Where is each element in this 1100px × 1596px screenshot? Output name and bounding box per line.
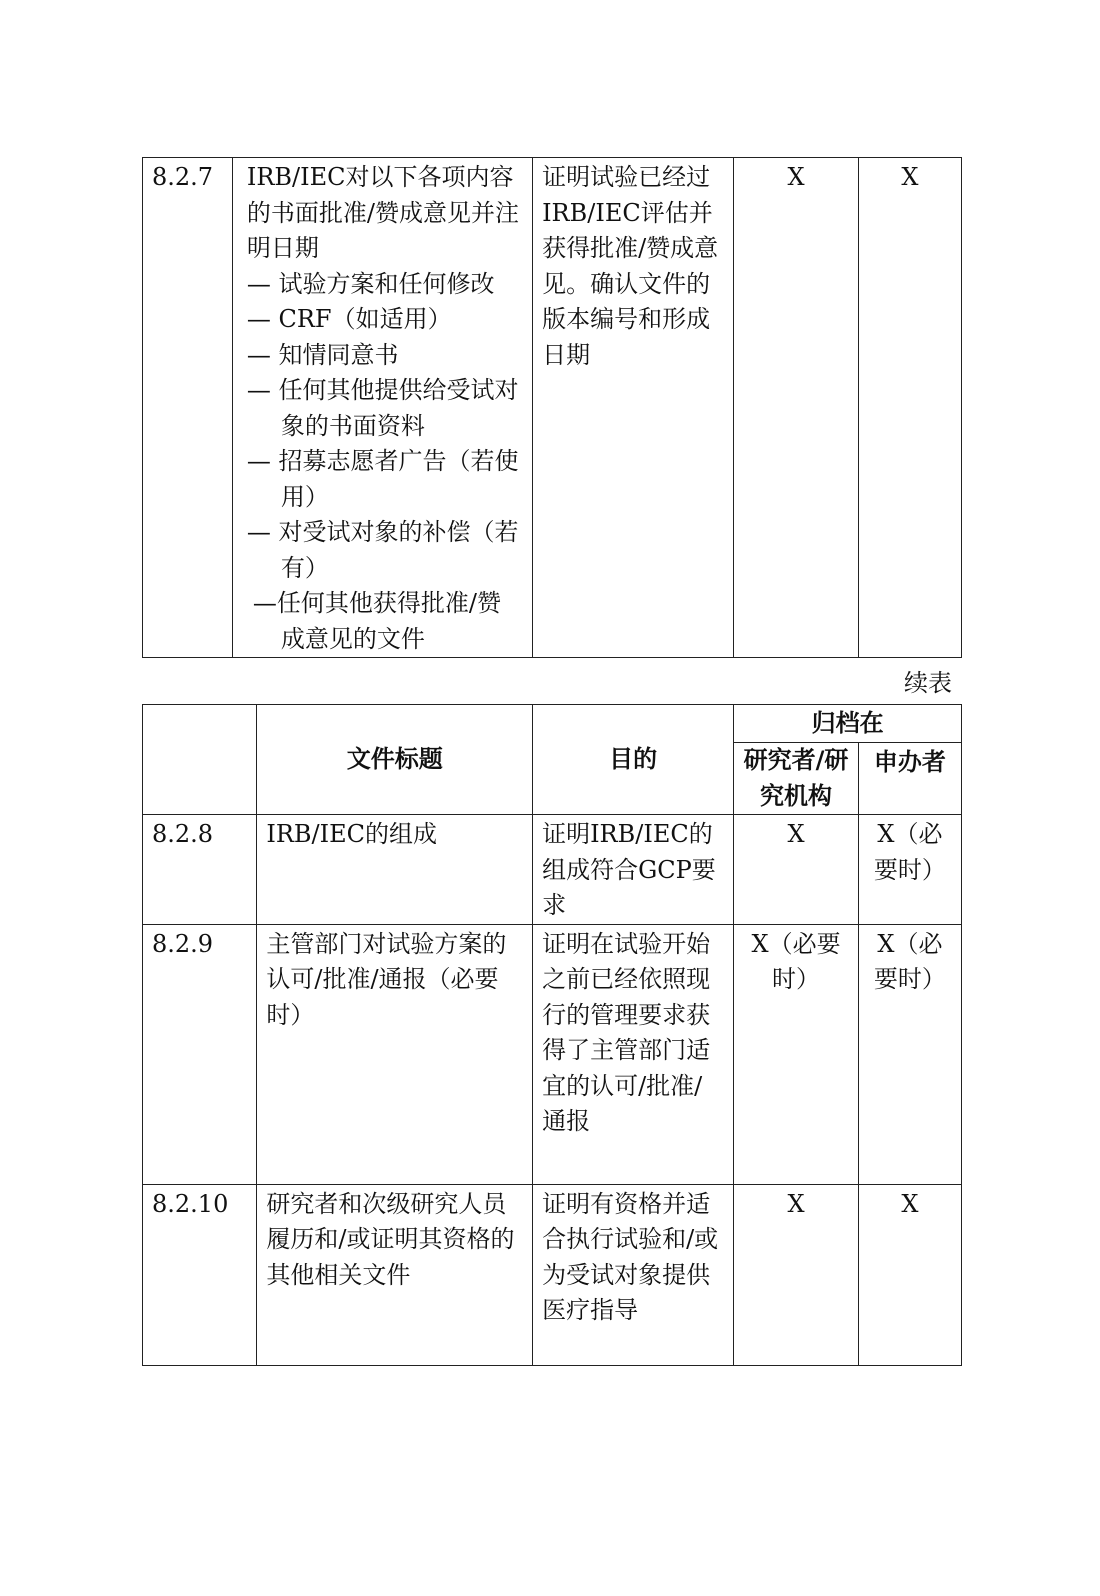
document-title-cell: IRB/IEC的组成 — [257, 815, 533, 925]
purpose-cell: 证明IRB/IEC的组成符合GCP要求 — [533, 815, 734, 925]
table-row — [143, 158, 962, 658]
table-row — [143, 815, 962, 925]
header-purpose: 目的 — [533, 705, 734, 815]
table-header-row — [143, 705, 962, 743]
header-investigator: 研究者/研究机构 — [734, 743, 859, 815]
purpose-cell: 证明有资格并适合执行试验和/或为受试对象提供医疗指导 — [533, 1184, 734, 1365]
list-item: — 知情同意书 — [246, 340, 399, 369]
row-number: 8.2.9 — [143, 924, 257, 1184]
header-sponsor: 申办者 — [858, 743, 961, 815]
list-item: —任何其他获得批准/赞成意见的文件 — [252, 589, 501, 653]
list-item: — 任何其他提供给受试对象的书面资料 — [246, 376, 519, 440]
list-item: — 对受试对象的补偿（若有） — [246, 518, 519, 582]
list-item: — CRF（如适用） — [246, 305, 452, 333]
sponsor-mark: X — [858, 158, 961, 658]
header-empty-cell — [143, 705, 257, 815]
purpose-cell: 证明试验已经过IRB/IEC评估并获得批准/赞成意见。确认文件的版本编号和形成日期 — [533, 158, 734, 658]
sponsor-mark: X — [858, 1184, 961, 1365]
document-title-cell: 主管部门对试验方案的认可/批准/通报（必要时） — [257, 924, 533, 1184]
continued-label: 续表 — [904, 669, 952, 697]
row-number: 8.2.7 — [143, 158, 233, 658]
list-item: — 试验方案和任何修改 — [246, 269, 495, 298]
table-row — [143, 924, 962, 1184]
document-table-part1 — [142, 157, 962, 658]
list-item: — 招募志愿者广告（若使用） — [246, 447, 519, 511]
document-table-part2 — [142, 704, 962, 1366]
document-title-intro: IRB/IEC对以下各项内容的书面批准/赞成意见并注明日期 — [246, 163, 519, 262]
investigator-mark: X — [734, 1184, 859, 1365]
investigator-mark: X — [734, 158, 859, 658]
header-title: 文件标题 — [257, 705, 533, 815]
investigator-mark: X — [734, 815, 859, 925]
sponsor-mark: X（必要时） — [858, 815, 961, 925]
table-row — [143, 1184, 962, 1365]
header-filed-in: 归档在 — [734, 705, 962, 743]
document-title-cell: 研究者和次级研究人员履历和/或证明其资格的其他相关文件 — [257, 1184, 533, 1365]
sponsor-mark: X（必要时） — [858, 924, 961, 1184]
document-title-cell — [232, 158, 532, 658]
purpose-cell: 证明在试验开始之前已经依照现行的管理要求获得了主管部门适宜的认可/批准/通报 — [533, 924, 734, 1184]
investigator-mark: X（必要时） — [734, 924, 859, 1184]
row-number: 8.2.8 — [143, 815, 257, 925]
row-number: 8.2.10 — [143, 1184, 257, 1365]
